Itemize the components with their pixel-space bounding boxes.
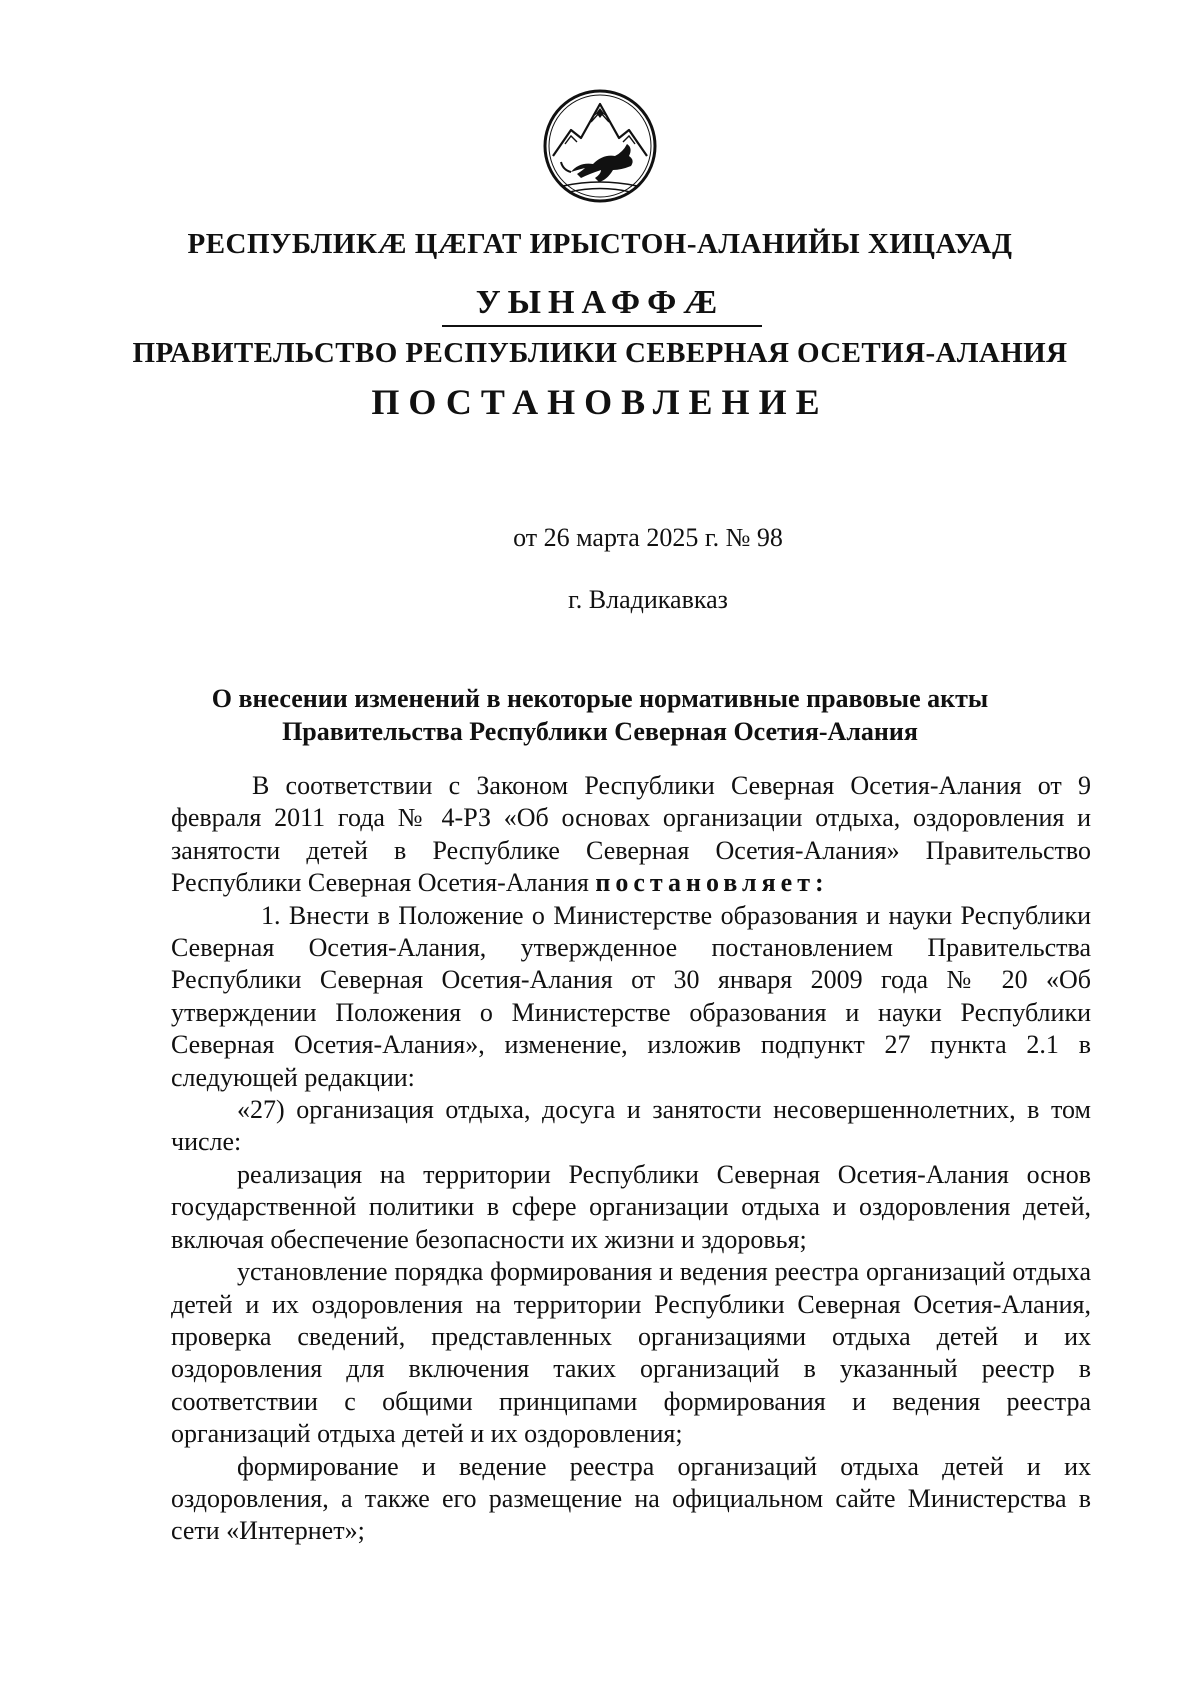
list-item: установление порядка формирования и ведения реестра организаций отдыха детей и их оздоровления на территории Республики Северная Осетия-Алания, проверка сведений, представленных организациями отдыха детей и их оздоровления для включения таких организаций в указанный реестр в соответствии с общими принципами формирования и ведения реестра организаций отдыха детей и их оздоровления; [171, 1257, 1091, 1449]
preamble-paragraph [171, 770, 1091, 900]
subpoint-27-paragraph: «27) организация отдыха, досуга и занятости несовершеннолетних, в том числе: [171, 1095, 1091, 1157]
resolves-keyword: постановляет: [595, 868, 829, 898]
header-divider [442, 325, 762, 327]
document-title [0, 682, 1200, 748]
coat-of-arms-icon [541, 86, 659, 206]
document-city: г. Владикавказ [568, 585, 728, 614]
russian-document-type: ПОСТАНОВЛЕНИЕ [371, 382, 829, 422]
russian-government-title: ПРАВИТЕЛЬСТВО РЕСПУБЛИКИ СЕВЕРНАЯ ОСЕТИЯ-АЛАНИЯ [132, 337, 1068, 369]
list-item: формирование и ведение реестра организаций отдыха детей и их оздоровления, а также его размещение на официальном сайте Министерства в сети «Интернет»; [171, 1451, 1091, 1546]
point-1-paragraph: 1. Внести в Положение о Министерстве образования и науки Республики Северная Осетия-Алания, утвержденное постановлением Правительства Республики Северная Осетия-Алания от 30 января 2009 года № 20 «Об утверждении Положения о Министерстве образования и науки Республики Северная Осетия-Алания», изменение, изложив подпункт 27 пункта 2.1 в следующей редакции: [171, 900, 1091, 1092]
ossetian-document-type: УЫНАФФÆ [475, 284, 725, 321]
ossetian-government-title: РЕСПУБЛИКÆ ЦÆГАТ ИРЫСТОН-АЛАНИЙЫ ХИЦАУАД [187, 228, 1013, 260]
document-title-line: О внесении изменений в некоторые нормативные правовые акты [211, 684, 989, 713]
document-date-number: от 26 марта 2025 г. № 98 [513, 523, 783, 552]
document-body [171, 770, 1091, 1548]
list-item: реализация на территории Республики Северная Осетия-Алания основ государственной политики в сфере организации отдыха и оздоровления детей, включая обеспечение безопасности их жизни и здоровья; [171, 1159, 1091, 1254]
document-title-line: Правительства Республики Северная Осетия-Алания [282, 717, 918, 746]
preamble-text: В соответствии с Законом Республики Северная Осетия-Алания от 9 февраля 2011 года № 4-РЗ «Об основах организации отдыха, оздоровления и занятости детей в Республике Северная Осетия-Алания» Правительство Республики Северная Осетия-Алания [171, 771, 1091, 898]
